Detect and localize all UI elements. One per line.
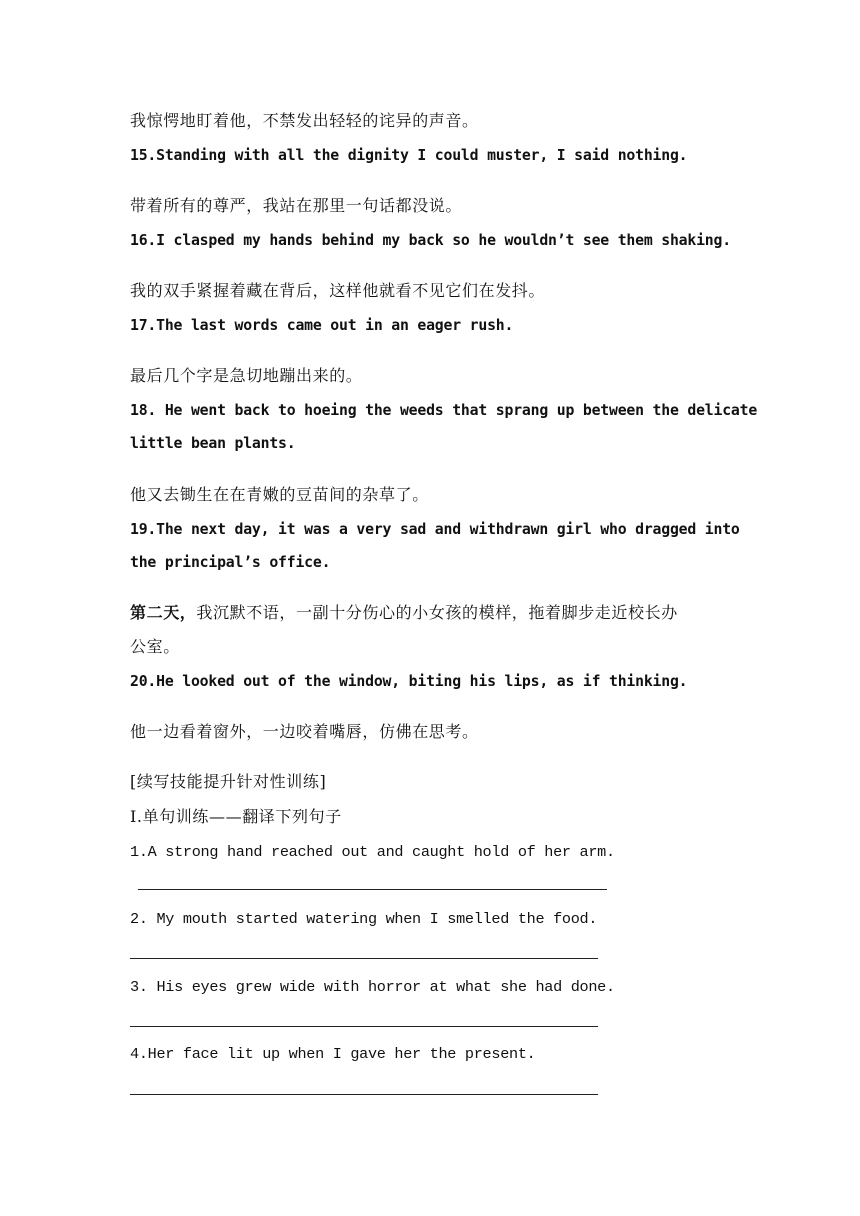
sentence-text: Standing with all the dignity I could muster, I said nothing. xyxy=(156,147,688,164)
sentence-19-line1 xyxy=(130,520,740,540)
section-subheading: I.单句训练——翻译下列句子 xyxy=(130,807,342,826)
answer-line-2[interactable] xyxy=(130,958,598,959)
translation-18: 他又去锄生在在青嫩的豆苗间的杂草了。 xyxy=(130,485,429,504)
exercise-3: 3. His eyes grew wide with horror at what she had done. xyxy=(130,978,615,996)
answer-line-3[interactable] xyxy=(130,1026,598,1027)
sentence-number: 20. xyxy=(130,673,157,690)
exercise-4: 4.Her face lit up when I gave her the present. xyxy=(130,1045,536,1063)
sentence-20 xyxy=(130,672,687,692)
answer-line-1[interactable] xyxy=(138,889,607,890)
sentence-16 xyxy=(130,231,731,251)
sentence-number: 19. xyxy=(130,521,157,538)
sentence-number: 16. xyxy=(130,232,157,249)
sentence-text: I clasped my hands behind my back so he wouldn’t see them shaking. xyxy=(156,232,731,249)
sentence-number: 15. xyxy=(130,147,157,164)
translation-20: 他一边看着窗外，一边咬着嘴唇，仿佛在思考。 xyxy=(130,722,479,741)
translation-text: 我沉默不语，一副十分伤心的小女孩的模样，拖着脚步走近校长办 xyxy=(196,603,678,622)
sentence-18-line1 xyxy=(130,401,757,421)
translation-19-line2: 公室。 xyxy=(130,637,180,656)
translation-15: 带着所有的尊严，我站在那里一句话都没说。 xyxy=(130,196,463,215)
translation-19-line1 xyxy=(130,603,678,623)
translation-14: 我惊愕地盯着他，不禁发出轻轻的诧异的声音。 xyxy=(130,111,479,130)
sentence-19-line2: the principal’s office. xyxy=(130,554,331,571)
sentence-number: 18. xyxy=(130,402,157,419)
sentence-text: He looked out of the window, biting his lips, as if thinking. xyxy=(156,673,688,690)
sentence-text: He went back to hoeing the weeds that sprang up between the delicate xyxy=(156,402,758,419)
answer-line-4[interactable] xyxy=(130,1094,598,1095)
translation-17: 最后几个字是急切地蹦出来的。 xyxy=(130,366,363,385)
translation-bold-prefix: 第二天， xyxy=(130,603,197,622)
section-heading: [续写技能提升针对性训练] xyxy=(130,772,327,791)
sentence-number: 17. xyxy=(130,317,157,334)
sentence-15 xyxy=(130,146,687,166)
translation-16: 我的双手紧握着藏在背后，这样他就看不见它们在发抖。 xyxy=(130,281,546,300)
sentence-18-line2: little bean plants. xyxy=(130,435,296,452)
exercise-1: 1.A strong hand reached out and caught hold of her arm. xyxy=(130,843,615,861)
sentence-text: The last words came out in an eager rush. xyxy=(156,317,514,334)
sentence-17 xyxy=(130,316,513,336)
exercise-2: 2. My mouth started watering when I smelled the food. xyxy=(130,910,598,928)
sentence-text: The next day, it was a very sad and withdrawn girl who dragged into xyxy=(156,521,740,538)
